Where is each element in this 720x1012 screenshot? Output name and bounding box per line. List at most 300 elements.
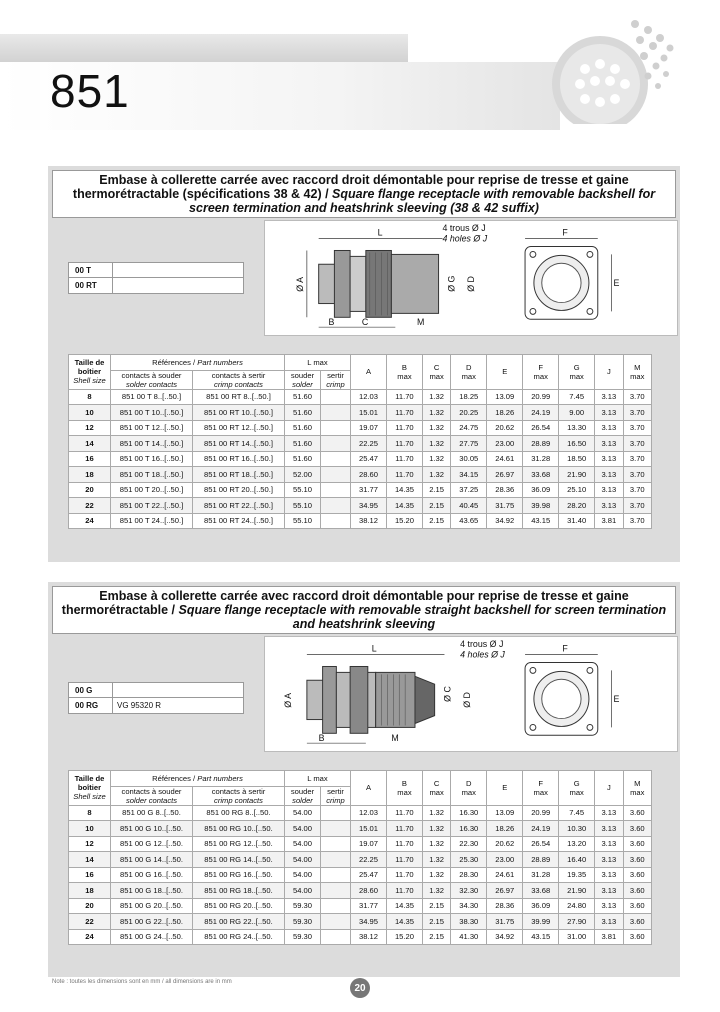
table-cell: 12 [69, 420, 111, 436]
table-cell: 1.32 [422, 451, 450, 467]
table-cell: 20.99 [523, 805, 559, 821]
table-cell: 34.92 [487, 929, 523, 945]
table-cell: 851 00 RT 18..[..50.] [193, 467, 285, 483]
dim-A: Ø A [283, 693, 294, 708]
dim-B: B [318, 733, 325, 744]
table-cell: 16.30 [451, 821, 487, 837]
holes-label-fr: 4 trous Ø J [442, 222, 486, 233]
table-cell: 16.30 [451, 805, 487, 821]
table-cell: 26.97 [487, 467, 523, 483]
table-cell: 3.60 [623, 805, 651, 821]
table-cell: 25.47 [351, 867, 387, 883]
table-cell: 3.70 [623, 498, 651, 514]
table-cell: 851 00 RT 10..[..50.] [193, 405, 285, 421]
table-cell: 24.61 [487, 451, 523, 467]
col-F: F [538, 362, 544, 372]
spec-table-1 [68, 354, 652, 529]
table-cell [321, 914, 351, 930]
table-cell: 41.30 [451, 929, 487, 945]
table-cell: 2.15 [422, 498, 450, 514]
table-cell [321, 898, 351, 914]
col-max: max [533, 371, 548, 381]
table-cell: 22.25 [351, 852, 387, 868]
table-cell: 54.00 [285, 821, 321, 837]
table-cell: 10.30 [559, 821, 595, 837]
table-cell: 3.70 [623, 389, 651, 405]
table-cell: 25.30 [451, 852, 487, 868]
table-cell: 54.00 [285, 883, 321, 899]
table-row [69, 482, 652, 498]
table-row [69, 914, 652, 930]
table-cell: 3.13 [595, 821, 623, 837]
table-cell: 11.70 [386, 420, 422, 436]
table-cell: 19.35 [559, 867, 595, 883]
dim-L: L [377, 227, 383, 238]
table-cell: 34.30 [451, 898, 487, 914]
table-cell: 3.70 [623, 467, 651, 483]
dim-E: E [613, 693, 620, 704]
table-cell: 18.50 [559, 451, 595, 467]
table-cell: 3.81 [595, 929, 623, 945]
table-cell: 21.90 [559, 883, 595, 899]
table-row [69, 929, 652, 945]
ref-row [68, 698, 244, 714]
table-cell: 851 00 G 20..[..50. [111, 898, 193, 914]
table-cell: 39.99 [523, 914, 559, 930]
table-cell: 1.32 [422, 436, 450, 452]
table-cell: 1.32 [422, 420, 450, 436]
table-cell: 14.35 [386, 898, 422, 914]
table-cell [321, 405, 351, 421]
header-band [0, 34, 408, 62]
table-cell: 24.75 [451, 420, 487, 436]
col-M: M [634, 778, 641, 788]
connector-logo-icon [540, 14, 680, 124]
col-B: B [401, 362, 407, 372]
table-cell: 11.70 [386, 836, 422, 852]
table-cell [321, 498, 351, 514]
col-solder-en: solder contacts [125, 379, 178, 389]
table-cell: 3.60 [623, 883, 651, 899]
table-cell: 12.03 [351, 389, 387, 405]
col-lsolder-fr: souder [290, 370, 315, 380]
table-cell: 851 00 RT 24..[..50.] [193, 513, 285, 529]
table-cell: 11.70 [386, 883, 422, 899]
table-cell: 18.25 [451, 389, 487, 405]
reference-box [68, 682, 244, 714]
dim-F: F [562, 227, 568, 238]
table-row [69, 498, 652, 514]
table-cell: 37.25 [451, 482, 487, 498]
col-crimp-en: crimp contacts [214, 795, 263, 805]
table-row [69, 420, 652, 436]
table-cell: 16 [69, 451, 111, 467]
table-cell [321, 451, 351, 467]
section-straight-backshell [48, 582, 680, 977]
table-cell: 851 00 T 14..[..50.] [111, 436, 193, 452]
dim-D: Ø D [465, 276, 476, 292]
table-row [69, 513, 652, 529]
table-cell: 54.00 [285, 836, 321, 852]
table-cell: 851 00 RT 16..[..50.] [193, 451, 285, 467]
table-cell: 20.62 [487, 420, 523, 436]
col-size-fr: Taille de boîtier [74, 358, 105, 377]
table-cell: 11.70 [386, 467, 422, 483]
table-cell: 16.40 [559, 852, 595, 868]
table-cell: 1.32 [422, 852, 450, 868]
col-crimp-fr: contacts à sertir [211, 370, 266, 380]
table-cell: 13.20 [559, 836, 595, 852]
table-cell: 3.13 [595, 467, 623, 483]
table-cell: 3.13 [595, 498, 623, 514]
table-cell: 22.25 [351, 436, 387, 452]
table-cell: 851 00 RG 12..[..50. [193, 836, 285, 852]
table-cell: 59.30 [285, 929, 321, 945]
col-max: max [533, 787, 548, 797]
table-cell: 1.32 [422, 467, 450, 483]
table-cell: 3.13 [595, 867, 623, 883]
dim-M: M [391, 733, 399, 744]
table-cell: 22 [69, 914, 111, 930]
table-cell: 3.81 [595, 513, 623, 529]
dim-B: B [328, 317, 335, 328]
table-cell: 21.90 [559, 467, 595, 483]
col-solder-en: solder contacts [125, 795, 178, 805]
table-row [69, 883, 652, 899]
table-cell: 22 [69, 498, 111, 514]
col-max: max [461, 371, 476, 381]
table-cell: 3.13 [595, 389, 623, 405]
col-C: C [433, 778, 440, 788]
dim-C: C [361, 317, 369, 328]
footer-note: Note : toutes les dimensions sont en mm / all dimensions are in mm [52, 979, 232, 985]
table-cell [321, 389, 351, 405]
dim-E: E [613, 277, 620, 288]
table-cell: 9.00 [559, 405, 595, 421]
table-cell: 23.00 [487, 436, 523, 452]
table-cell: 31.28 [523, 451, 559, 467]
section-title [52, 586, 676, 634]
col-C: C [433, 362, 440, 372]
table-cell: 32.30 [451, 883, 487, 899]
table-cell: 15.01 [351, 405, 387, 421]
table-cell: 851 00 G 16..[..50. [111, 867, 193, 883]
table-cell: 3.60 [623, 867, 651, 883]
table-cell: 3.60 [623, 836, 651, 852]
table-row [69, 898, 652, 914]
col-max: max [569, 371, 584, 381]
table-cell: 14.35 [386, 498, 422, 514]
col-solder-fr: contacts à souder [121, 370, 182, 380]
table-cell: 18.26 [487, 405, 523, 421]
table-cell: 20 [69, 898, 111, 914]
col-max: max [630, 371, 645, 381]
table-cell: 7.45 [559, 389, 595, 405]
col-max: max [397, 371, 412, 381]
table-cell: 1.32 [422, 405, 450, 421]
dim-L: L [371, 643, 377, 654]
table-cell: 28.60 [351, 883, 387, 899]
table-cell: 851 00 RT 22..[..50.] [193, 498, 285, 514]
ref-row [68, 262, 244, 278]
table-cell: 3.70 [623, 451, 651, 467]
table-cell: 20.25 [451, 405, 487, 421]
table-cell: 12 [69, 836, 111, 852]
col-lcrimp-en: crimp [326, 379, 345, 389]
table-cell: 12.03 [351, 805, 387, 821]
table-cell: 38.12 [351, 929, 387, 945]
col-A: A [365, 367, 372, 377]
table-cell: 3.13 [595, 420, 623, 436]
table-cell: 51.60 [285, 405, 321, 421]
col-refs-fr: Références / [152, 773, 198, 783]
page-title: 851 [50, 65, 130, 117]
table-cell: 851 00 T 12..[..50.] [111, 420, 193, 436]
ref-code: 00 T [69, 263, 113, 277]
table-cell: 15.20 [386, 929, 422, 945]
table-cell: 28.36 [487, 482, 523, 498]
connector-drawing [264, 636, 678, 752]
table-cell: 54.00 [285, 805, 321, 821]
col-D: D [466, 778, 472, 788]
connector-drawing [264, 220, 678, 336]
table-cell: 2.15 [422, 482, 450, 498]
table-cell: 1.32 [422, 867, 450, 883]
col-crimp-fr: contacts à sertir [211, 786, 266, 796]
table-cell: 851 00 RT 20..[..50.] [193, 482, 285, 498]
table-cell: 15.01 [351, 821, 387, 837]
title-fr: Embase à collerette carrée avec raccord droit démontable pour reprise de tresse et gaine thermorétractable / [61, 589, 629, 617]
table-cell [321, 929, 351, 945]
col-size-en: Shell size [73, 792, 106, 802]
table-row [69, 451, 652, 467]
table-cell: 16 [69, 867, 111, 883]
table-cell: 52.00 [285, 467, 321, 483]
title-en: Square flange receptacle with removable backshell for screen termination and heatshrink sleeving (38 & 42 suffix) [189, 187, 656, 215]
table-cell: 3.70 [623, 482, 651, 498]
col-M: M [634, 362, 641, 372]
col-B: B [401, 778, 407, 788]
table-cell: 24 [69, 513, 111, 529]
table-cell: 851 00 RG 8..[..50. [193, 805, 285, 821]
table-cell: 851 00 T 10..[..50.] [111, 405, 193, 421]
col-refs-fr: Références / [152, 357, 198, 367]
col-lsolder-en: solder [292, 379, 313, 389]
table-cell: 3.70 [623, 405, 651, 421]
col-max: max [429, 787, 444, 797]
col-lcrimp-fr: sertir [327, 370, 344, 380]
table-body [69, 389, 652, 529]
table-cell: 14 [69, 852, 111, 868]
table-cell: 14.35 [386, 914, 422, 930]
table-cell: 54.00 [285, 852, 321, 868]
table-cell: 11.70 [386, 451, 422, 467]
col-lsolder-fr: souder [290, 786, 315, 796]
table-body [69, 805, 652, 945]
table-cell: 10 [69, 821, 111, 837]
table-cell: 43.15 [523, 929, 559, 945]
table-cell: 8 [69, 389, 111, 405]
table-cell [321, 436, 351, 452]
dim-A: Ø A [294, 277, 305, 292]
table-cell: 3.13 [595, 852, 623, 868]
ref-code: 00 G [69, 683, 113, 697]
table-cell: 3.70 [623, 420, 651, 436]
table-cell: 55.10 [285, 482, 321, 498]
table-cell: 13.09 [487, 389, 523, 405]
table-cell: 851 00 T 24..[..50.] [111, 513, 193, 529]
table-row [69, 405, 652, 421]
table-cell: 51.60 [285, 420, 321, 436]
holes-label-en: 4 holes Ø J [442, 233, 488, 244]
table-cell: 15.20 [386, 513, 422, 529]
table-cell: 51.60 [285, 451, 321, 467]
section-straight-backshell-38-42 [48, 166, 680, 562]
table-cell: 24 [69, 929, 111, 945]
table-cell: 36.09 [523, 898, 559, 914]
table-cell: 13.09 [487, 805, 523, 821]
table-cell [321, 836, 351, 852]
table-cell: 851 00 G 18..[..50. [111, 883, 193, 899]
table-cell: 59.30 [285, 914, 321, 930]
table-cell: 11.70 [386, 436, 422, 452]
table-cell: 26.54 [523, 420, 559, 436]
table-cell [321, 420, 351, 436]
table-cell: 851 00 G 12..[..50. [111, 836, 193, 852]
table-cell: 1.32 [422, 836, 450, 852]
table-cell [321, 883, 351, 899]
table-cell: 3.13 [595, 914, 623, 930]
table-cell: 3.13 [595, 451, 623, 467]
table-cell: 18.26 [487, 821, 523, 837]
table-cell: 28.20 [559, 498, 595, 514]
table-cell: 10 [69, 405, 111, 421]
col-max: max [630, 787, 645, 797]
table-cell: 36.09 [523, 482, 559, 498]
col-max: max [397, 787, 412, 797]
table-cell: 26.97 [487, 883, 523, 899]
table-cell: 34.92 [487, 513, 523, 529]
table-cell: 43.15 [523, 513, 559, 529]
table-cell: 24.61 [487, 867, 523, 883]
table-cell: 851 00 G 10..[..50. [111, 821, 193, 837]
table-cell: 27.90 [559, 914, 595, 930]
table-cell: 2.15 [422, 513, 450, 529]
table-cell: 28.89 [523, 852, 559, 868]
table-cell: 34.95 [351, 498, 387, 514]
col-F: F [538, 778, 544, 788]
table-cell: 3.60 [623, 929, 651, 945]
table-cell: 13.30 [559, 420, 595, 436]
table-cell: 18 [69, 467, 111, 483]
table-cell: 31.75 [487, 498, 523, 514]
table-cell: 3.60 [623, 852, 651, 868]
table-cell: 11.70 [386, 821, 422, 837]
col-J: J [606, 783, 611, 793]
table-cell: 851 00 RG 16..[..50. [193, 867, 285, 883]
table-cell: 11.70 [386, 867, 422, 883]
table-cell: 3.60 [623, 821, 651, 837]
col-lcrimp-en: crimp [326, 795, 345, 805]
table-cell: 851 00 RG 18..[..50. [193, 883, 285, 899]
table-cell [321, 467, 351, 483]
table-row [69, 805, 652, 821]
col-crimp-en: crimp contacts [214, 379, 263, 389]
dim-F: F [562, 643, 568, 654]
table-cell: 18 [69, 883, 111, 899]
table-cell: 851 00 RT 12..[..50.] [193, 420, 285, 436]
col-refs-en: Part numbers [197, 773, 243, 783]
title-en: Square flange receptacle with removable straight backshell for screen termination and heatshrink sleeving [178, 603, 667, 631]
table-cell: 851 00 RG 22..[..50. [193, 914, 285, 930]
table-cell: 851 00 RG 14..[..50. [193, 852, 285, 868]
table-cell: 1.32 [422, 805, 450, 821]
table-cell: 3.70 [623, 436, 651, 452]
table-cell: 7.45 [559, 805, 595, 821]
table-cell: 51.60 [285, 436, 321, 452]
table-cell: 26.54 [523, 836, 559, 852]
table-cell: 54.00 [285, 867, 321, 883]
col-G: G [573, 778, 580, 788]
table-cell: 11.70 [386, 389, 422, 405]
table-cell: 851 00 T 22..[..50.] [111, 498, 193, 514]
ref-row [68, 278, 244, 294]
table-cell: 3.13 [595, 898, 623, 914]
table-cell: 851 00 RG 20..[..50. [193, 898, 285, 914]
dim-C: Ø C [442, 686, 453, 702]
table-cell: 19.07 [351, 836, 387, 852]
reference-box [68, 262, 244, 294]
table-cell: 3.70 [623, 513, 651, 529]
col-lcrimp-fr: sertir [327, 786, 344, 796]
table-cell [321, 513, 351, 529]
dim-G: Ø G [446, 275, 457, 292]
table-cell: 28.30 [451, 867, 487, 883]
table-cell: 33.68 [523, 467, 559, 483]
table-cell: 3.60 [623, 898, 651, 914]
table-cell: 31.40 [559, 513, 595, 529]
col-E: E [502, 783, 508, 793]
ref-value: VG 95320 R [117, 701, 162, 710]
col-lmax: L max [307, 357, 328, 367]
ref-row [68, 682, 244, 698]
table-cell: 27.75 [451, 436, 487, 452]
table-cell: 2.15 [422, 914, 450, 930]
table-cell: 851 00 G 24..[..50. [111, 929, 193, 945]
table-row [69, 852, 652, 868]
table-row [69, 389, 652, 405]
table-cell: 851 00 G 14..[..50. [111, 852, 193, 868]
table-cell: 59.30 [285, 898, 321, 914]
table-cell: 33.68 [523, 883, 559, 899]
table-cell: 20.62 [487, 836, 523, 852]
table-cell: 25.10 [559, 482, 595, 498]
table-cell: 851 00 RT 14..[..50.] [193, 436, 285, 452]
dim-M: M [416, 317, 425, 328]
table-cell: 55.10 [285, 498, 321, 514]
col-E: E [502, 367, 508, 377]
table-cell: 3.13 [595, 805, 623, 821]
table-cell: 20 [69, 482, 111, 498]
table-cell: 19.07 [351, 420, 387, 436]
col-max: max [429, 371, 444, 381]
table-cell: 851 00 G 8..[..50. [111, 805, 193, 821]
table-cell: 11.70 [386, 852, 422, 868]
holes-label-en: 4 holes Ø J [460, 649, 505, 660]
table-cell: 3.13 [595, 436, 623, 452]
table-cell: 3.13 [595, 836, 623, 852]
table-cell: 39.98 [523, 498, 559, 514]
